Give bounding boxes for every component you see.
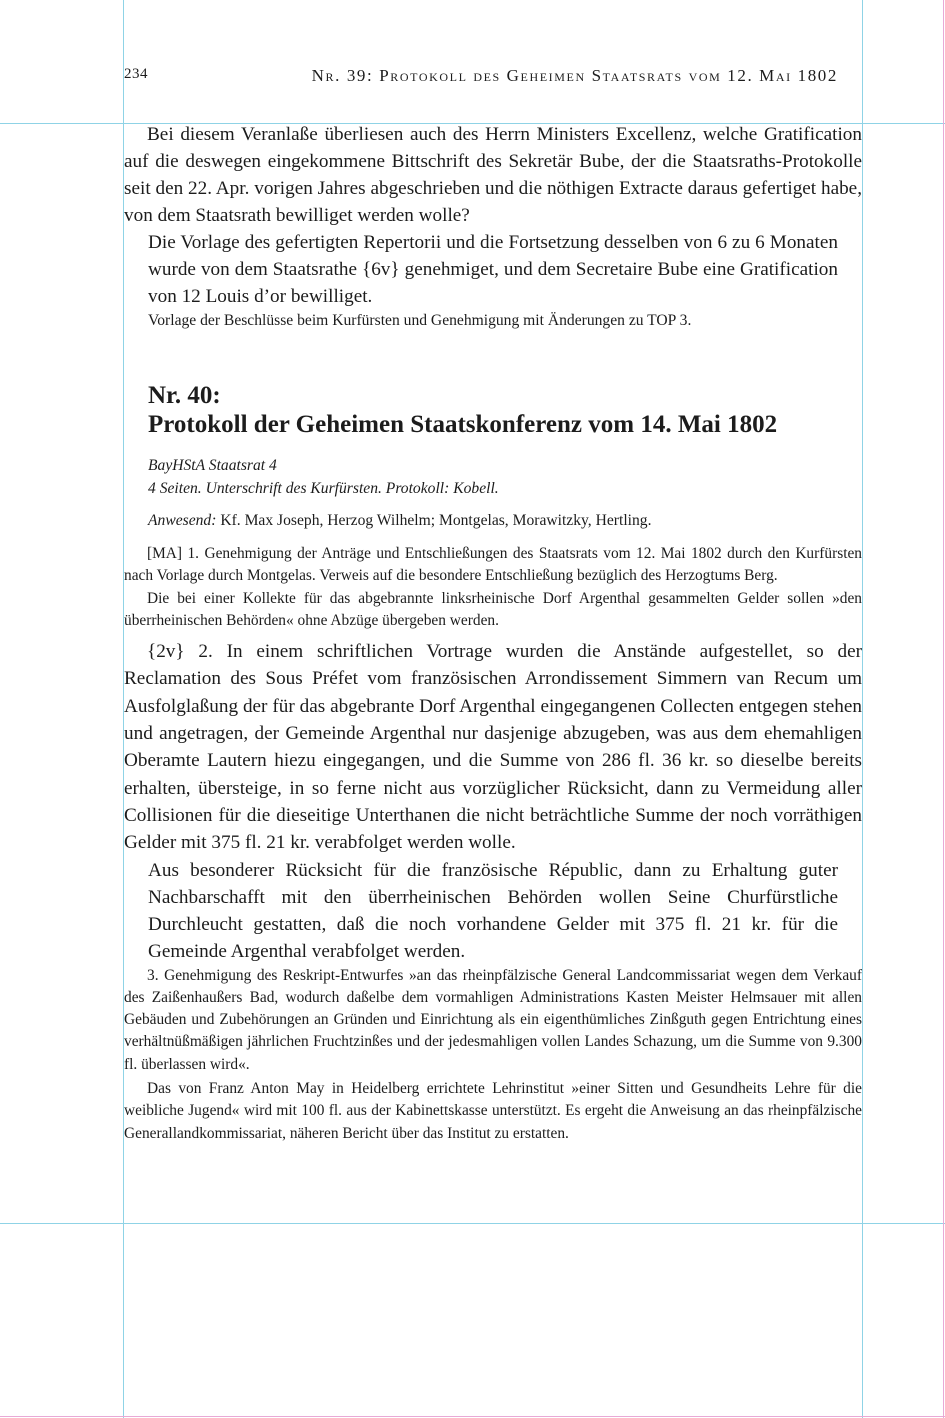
document-heading xyxy=(148,381,848,439)
archive-source: BayHStA Staatsrat 4 xyxy=(148,457,277,474)
document-metadata xyxy=(148,455,848,500)
paragraph-item-2-decision: Aus besonderer Rücksicht für die französische Républic, dann zu Erhaltung guter Nachbarschafft mit den überrheinischen Behörden wollen Seine Churfürstliche Durchleucht gestatten, daß die noch vorhandene Gelder mit 375 fl. 21 kr. für die Gemeinde Argenthal verabfolget werden. xyxy=(148,859,838,962)
guide-line-page-edge xyxy=(943,0,944,1418)
paragraph-teaching-institute: Das von Franz Anton May in Heidelberg errichtete Lehrinstitut »einer Sitten und Gesundheits Lehre für die weibliche Jugend« wird mit 100 fl. aus der Kabinettskasse unterstützt. Es ergeht die Anweisung an das rheinpfälzische Generallandkommissariat, näheren Bericht über das Institut zu erstatten. xyxy=(124,1080,862,1142)
document-title: Protokoll der Geheimen Staatskonferenz vom 14. Mai 1802 xyxy=(148,411,778,438)
previous-protocol-section xyxy=(124,121,862,332)
running-head-title: Nr. 39: Protokoll des Geheimen Staatsrats vom 12. Mai 1802 xyxy=(311,66,838,85)
document-page xyxy=(124,0,862,1418)
attendance-label: Anwesend: xyxy=(148,512,217,529)
page-number: 234 xyxy=(124,66,148,82)
document-description: 4 Seiten. Unterschrift des Kurfürsten. Protokoll: Kobell. xyxy=(148,479,499,497)
paragraph-resolution: Die Vorlage des gefertigten Repertorii und die Fortsetzung desselben von 6 zu 6 Monaten wurde von dem Staatsrathe {6v} genehmiget, und dem Secretaire Bube eine Gratification von 12 Louis d’or bewilliget. xyxy=(148,232,838,307)
attendance-value: Kf. Max Joseph, Herzog Wilhelm; Montgelas, Morawitzky, Hertling. xyxy=(216,512,652,529)
attendance-line xyxy=(148,510,848,532)
paragraph-gratification-request: Bei diesem Veranlaße überliesen auch des Herrn Ministers Excellenz, welche Gratification auf die deswegen eingekommene Bittschrift des Sekretär Bube, der die Staatsraths-Protokolle seit den 22. Apr. vorigen Jahres abgeschrieben und die nöthigen Extracte daraus gefertiget habe, von dem Staatsrath bewilliget werden wolle? xyxy=(124,124,862,226)
paragraph-summary-note: Vorlage der Beschlüsse beim Kurfürsten und Genehmigung mit Änderungen zu TOP 3. xyxy=(148,312,692,329)
paragraph-item-2-report: {2v} 2. In einem schriftlichen Vortrage wurden die Anstände aufgestellet, so der Reclamation des Sous Préfet vom französischen Arrondissement Simmern van Recum um Ausfolglaßung der für das abgebrante Dorf Argenthal eingegangenen Collecten entgegen stehen und angetragen, der Gemeinde Argenthal nur dasjenige abzugeben, was aus dem ehemahligen Oberamte Lautern hiezu eingegangen, und die Summe von 286 fl. 36 kr. so dieselbe bereits erhalten, übersteige, in so ferne nicht aus vorzüglicher Rücksicht, dann zu Vermeidung aller Collisionen für die dieseitige Unterthanen die nicht beträchtliche Summe der noch vorräthigen Gelder mit 375 fl. 21 kr. verabfolget werden wolle. xyxy=(124,641,862,854)
guide-line-right xyxy=(862,0,863,1418)
paragraph-collection-summary: Die bei einer Kollekte für das abgebrannte linksrheinische Dorf Argenthal gesammelten Gelder sollen »den überrheinischen Behörden« ohne Abzüge übergeben werden. xyxy=(124,589,862,629)
paragraph-item-3-rescript: 3. Genehmigung des Reskript-Entwurfes »an das rheinpfälzische General Landcommissariat wegen dem Verkauf des Zaißenhaußers Bad, wodurch daßelbe dem vormahligen Administrations Kasten Meister Helmsauer mit allen Gebäuden und Zubehörungen an Gründen und Einrichtung als ein eigenthümliches Zinßguth gegen Entrichtung eines verhältnüßmäßigen jährlichen Fruchtzinßes und der jedesmahligen vollen Landes Schazung, um die Summe von 9.300 fl. überlassen wird«. xyxy=(124,966,862,1073)
document-number: Nr. 40: xyxy=(148,382,221,409)
paragraph-item-1-summary: [MA] 1. Genehmigung der Anträge und Entschließungen des Staatsrats vom 12. Mai 1802 durch den Kurfürsten nach Vorlage durch Montgelas. Verweis auf die besondere Entschließung bezüglich des Herzogtums Berg. xyxy=(124,545,862,585)
protocol-body xyxy=(124,543,862,1145)
